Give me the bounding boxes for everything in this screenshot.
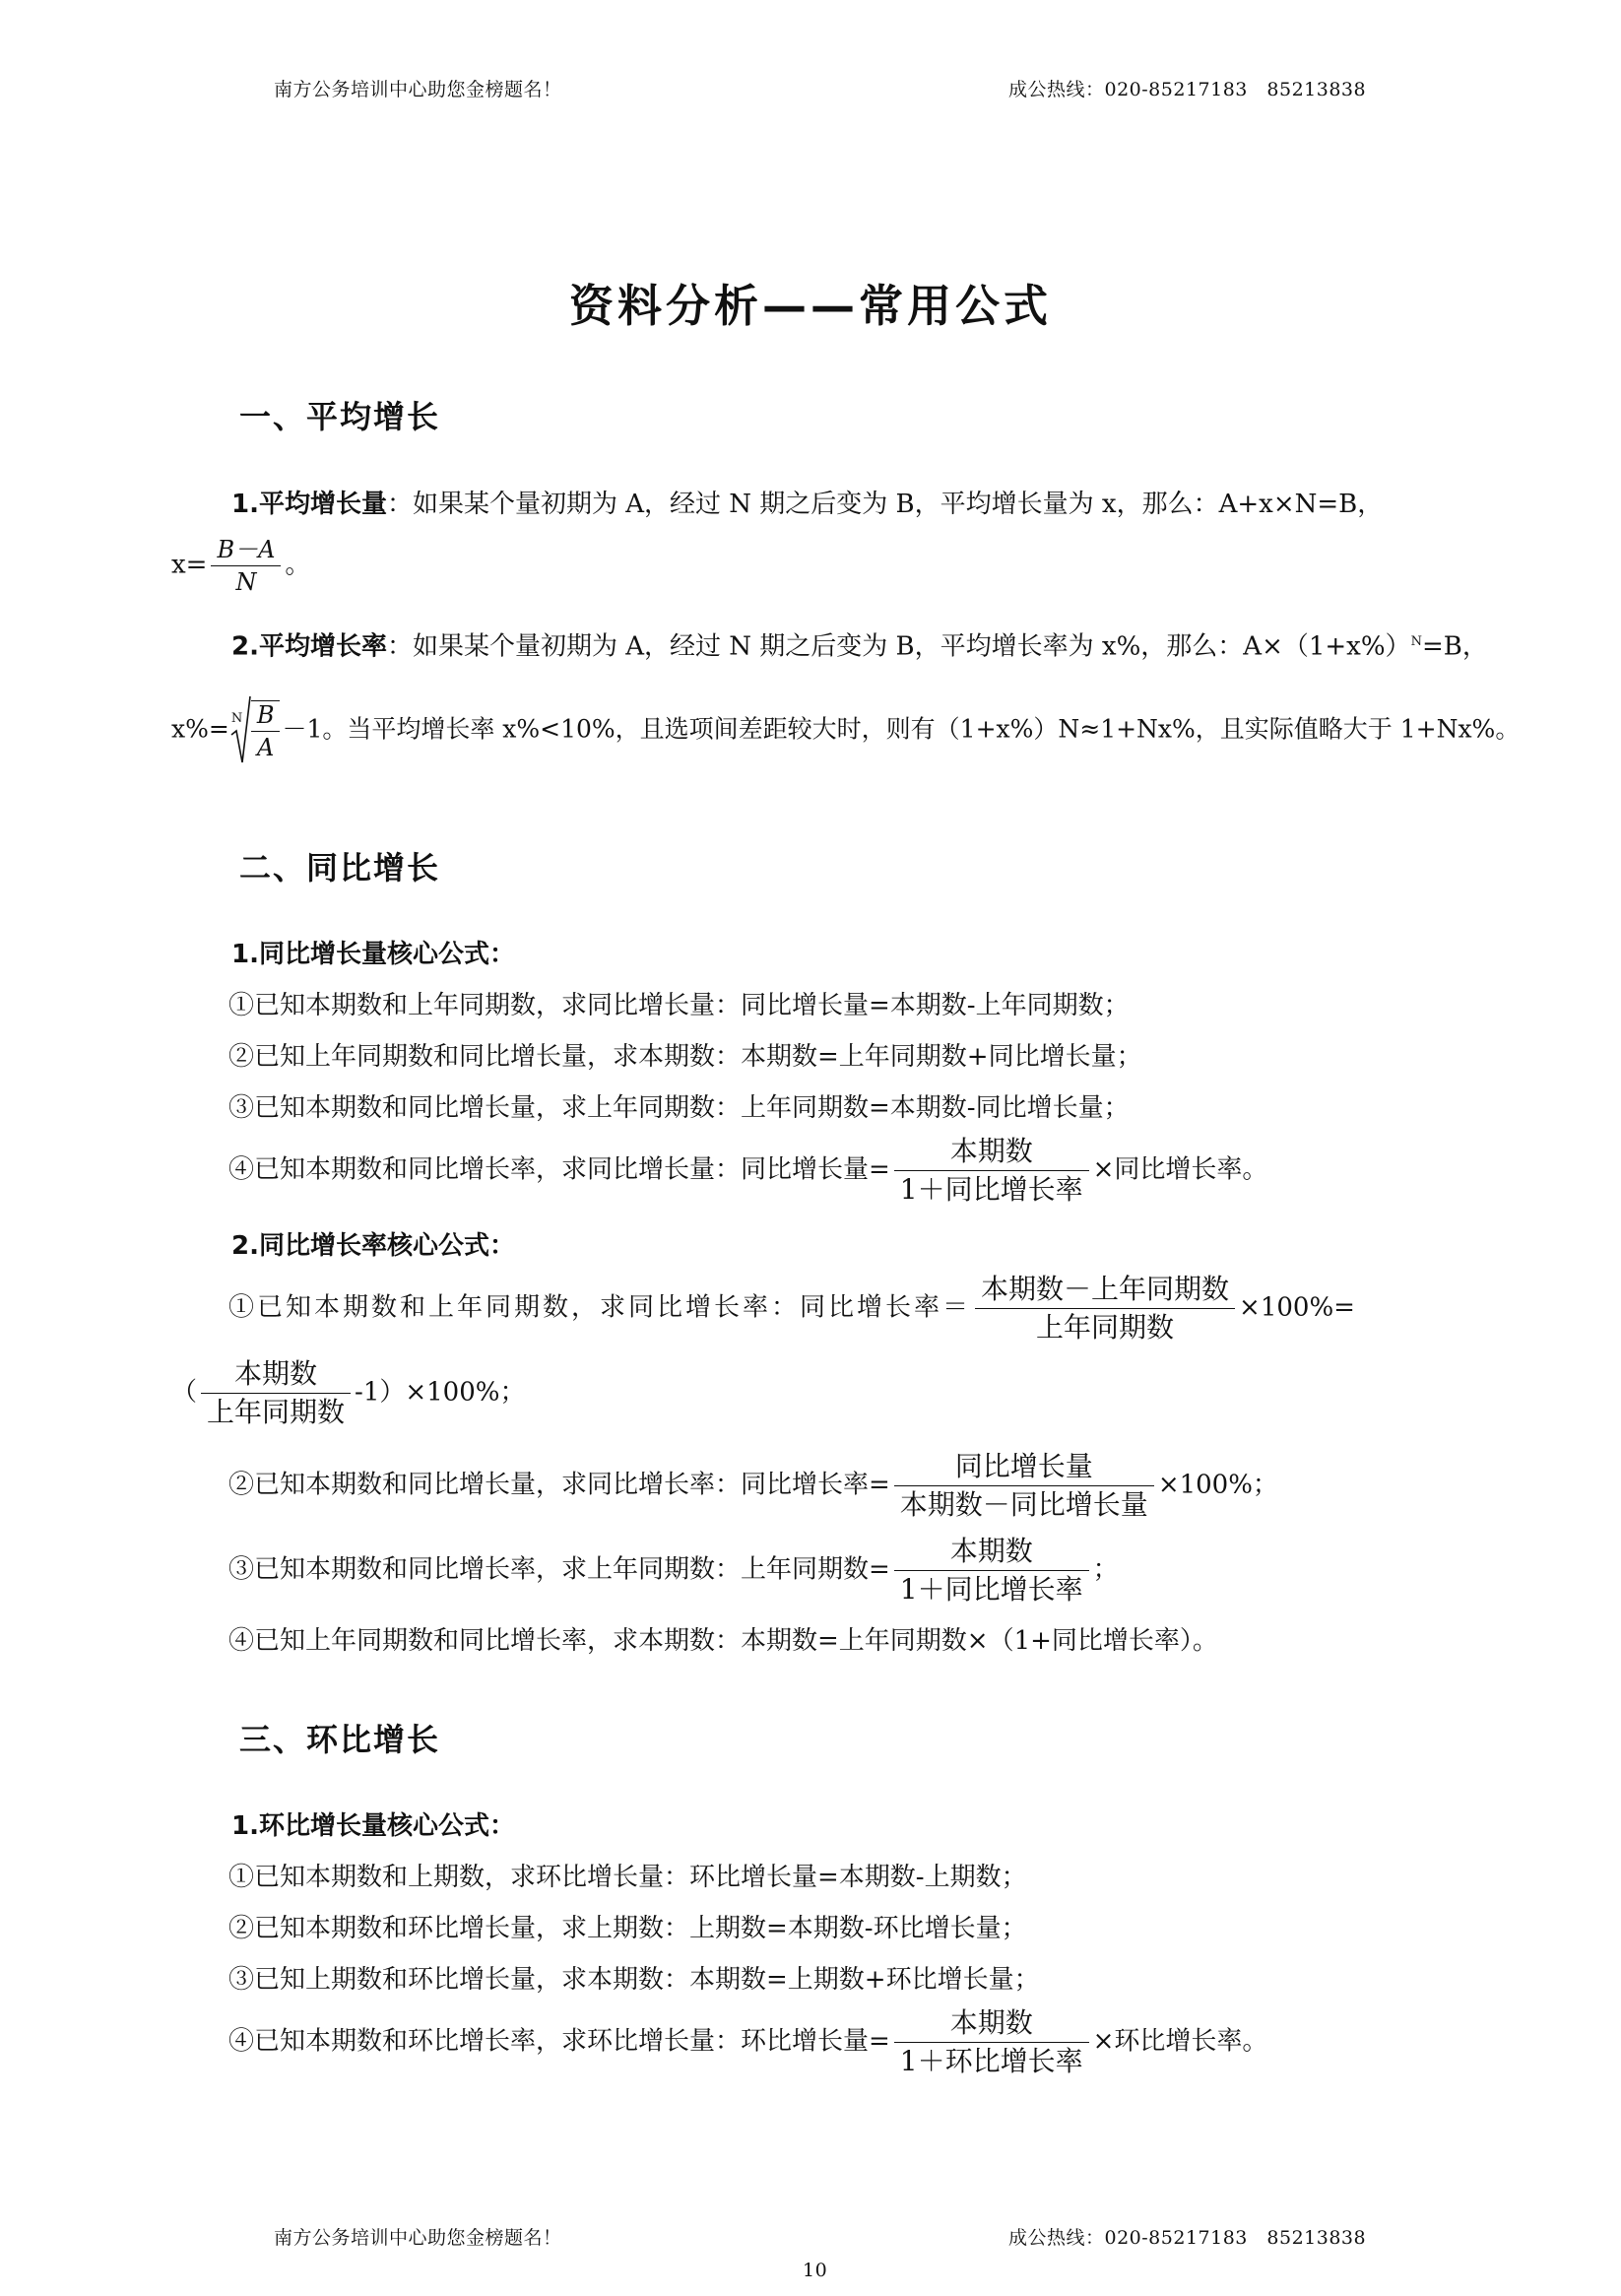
s2-r2-fraction	[894, 1450, 1154, 1522]
footer-right: 成公热线：020-85217183 85213838	[1008, 2227, 1367, 2249]
s1-p2-sup: N	[1410, 634, 1422, 649]
s1-p2-text-a: ：如果某个量初期为 A，经过 N 期之后变为 B，平均增长率为 x%，那么：A×（1+x%）	[386, 631, 1411, 662]
header-right: 成公热线：020-85217183 85213838	[1008, 79, 1367, 100]
s1-p1-x: x=	[171, 550, 208, 580]
s1-p1-num: B－A	[211, 536, 281, 566]
s3-q4-b: ×环比增长率。	[1092, 2026, 1268, 2057]
s2-r2	[228, 1450, 1278, 1522]
s2-r2-a: ②已知本期数和同比增长量，求同比增长率：同比增长率=	[228, 1470, 890, 1500]
s1-p2-fraction	[251, 700, 281, 761]
s3-q1: ①已知本期数和上期数，求环比增长量：环比增长量=本期数-上期数；	[228, 1863, 1027, 1892]
s1-p1-text: ：如果某个量初期为 A，经过 N 期之后变为 B，平均增长量为 x，那么：A+x×N=B，	[386, 490, 1384, 519]
s2-r3-den: 1＋同比增长率	[899, 1573, 1083, 1606]
s1-p2	[231, 624, 1488, 665]
radical-sign	[229, 695, 281, 766]
section-3-heading: 三、环比增长	[239, 1721, 441, 1758]
s2-r2-num: 同比增长量	[894, 1450, 1154, 1486]
s2-r3-num: 本期数	[894, 1535, 1089, 1571]
s2-r2-den: 本期数－同比增长量	[899, 1488, 1148, 1521]
s1-p2-num: B	[251, 701, 281, 732]
s2-r1-num: 本期数－上年同期数	[975, 1273, 1235, 1309]
s2-r1-cont	[171, 1357, 525, 1429]
s3-q4	[228, 2006, 1267, 2078]
s2-r4: ④已知上年同期数和同比增长率，求本期数：本期数=上年同期数×（1+同比增长率）。	[228, 1626, 1218, 1656]
s2-r3-b: ；	[1092, 1554, 1119, 1585]
s2-r1c-fraction	[201, 1357, 351, 1429]
s3-q2: ②已知本期数和环比增长量，求上期数：上期数=本期数-环比增长量；	[228, 1914, 1027, 1943]
section-2-heading: 二、同比增长	[239, 849, 441, 886]
s2-q3: ③已知本期数和同比增长量，求上年同期数：上年同期数=本期数-同比增长量；	[228, 1093, 1130, 1123]
s3-q4-fraction	[894, 2006, 1089, 2078]
s1-p2-x: x%=	[171, 714, 229, 744]
s1-p1-den: N	[235, 568, 257, 596]
radical-index: N	[230, 711, 243, 726]
s2-q4-b: ×同比增长率。	[1092, 1154, 1268, 1185]
s1-p1-fraction	[211, 536, 281, 596]
s2-r2-b: ×100%；	[1157, 1470, 1278, 1500]
s2-q4-num: 本期数	[894, 1135, 1089, 1171]
s2-r1c-b: -1）×100%；	[355, 1377, 526, 1408]
footer-left: 南方公务培训中心助您金榜题名！	[274, 2227, 562, 2249]
s2-r1c-den: 上年同期数	[207, 1396, 346, 1428]
s2-q2: ②已知上年同期数和同比增长量，求本期数：本期数=上年同期数+同比增长量；	[228, 1042, 1142, 1072]
s2-r3-fraction	[894, 1535, 1089, 1607]
s2-q4-fraction	[894, 1135, 1089, 1207]
s3-q4-num: 本期数	[894, 2006, 1089, 2043]
s3-q-head: 1.环比增长量核心公式：	[231, 1811, 515, 1841]
s3-q3: ③已知上期数和环比增长量，求本期数：本期数=上期数+环比增长量；	[228, 1965, 1040, 1995]
s3-q4-den: 1＋环比增长率	[899, 2045, 1083, 2077]
header-left: 南方公务培训中心助您金榜题名！	[274, 79, 562, 100]
s2-r1c-num: 本期数	[201, 1357, 351, 1394]
section-1-heading: 一、平均增长	[239, 398, 441, 435]
s2-r3	[228, 1535, 1119, 1607]
s1-p2-rest: －1。当平均增长率 x%<10%，且选项间差距较大时，则有（1+x%）N≈1+Nx%，且实际值略大于 1+Nx%。	[282, 714, 1521, 744]
s1-p2-den: A	[256, 734, 275, 761]
s2-r-head: 2.同比增长率核心公式：	[231, 1231, 515, 1261]
s2-r1-a: ①已知本期数和上年同期数，求同比增长率：同比增长率＝	[228, 1292, 972, 1323]
s2-r1-den: 上年同期数	[1036, 1311, 1175, 1344]
s1-p2-text-b: =B，	[1421, 631, 1488, 662]
s2-r1-fraction	[975, 1273, 1235, 1345]
s2-q4-a: ④已知本期数和同比增长率，求同比增长量：同比增长量=	[228, 1154, 890, 1185]
page-title: 资料分析——常用公式	[568, 280, 1052, 332]
s1-p1-end: 。	[285, 550, 311, 580]
s2-r3-a: ③已知本期数和同比增长率，求上年同期数：上年同期数=	[228, 1554, 890, 1585]
s1-p1	[231, 487, 1383, 522]
page-number: 10	[803, 2260, 828, 2281]
s1-p2-formula	[171, 695, 1520, 766]
s1-p2-label: 2.平均增长率	[231, 631, 387, 662]
s2-q4	[228, 1135, 1267, 1207]
s1-p1-formula	[171, 536, 310, 596]
s2-r1c-open: （	[171, 1377, 198, 1408]
s2-r1	[228, 1273, 1355, 1345]
s3-q4-a: ④已知本期数和环比增长率，求环比增长量：环比增长量=	[228, 2026, 890, 2057]
s2-q-head: 1.同比增长量核心公式：	[231, 940, 515, 969]
s1-p1-label: 1.平均增长量	[231, 490, 387, 519]
s2-q4-den: 1＋同比增长率	[899, 1173, 1083, 1206]
s2-q1: ①已知本期数和上年同期数，求同比增长量：同比增长量=本期数-上年同期数；	[228, 991, 1130, 1020]
s2-r1-b: ×100%=	[1239, 1292, 1355, 1323]
